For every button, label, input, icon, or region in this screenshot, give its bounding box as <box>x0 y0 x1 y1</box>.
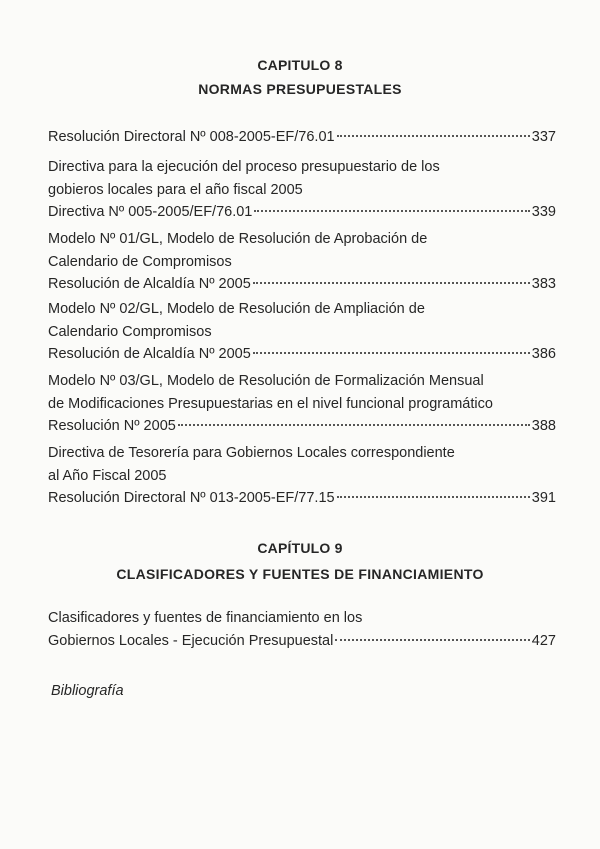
page-number: 383 <box>531 276 556 292</box>
entry-reference-line <box>48 126 556 149</box>
entry-reference-line <box>48 630 556 653</box>
dot-leader <box>254 210 529 212</box>
page-number: 427 <box>531 632 556 649</box>
dot-leader <box>337 135 530 137</box>
entry-title-line: Calendario Compromisos <box>48 323 212 340</box>
entry-title-line: gobieros locales para el año fiscal 2005 <box>48 181 303 198</box>
entry-reference: Resolución de Alcaldía Nº 2005 <box>48 276 251 292</box>
entry-reference: Resolución Nº 2005 <box>48 418 176 434</box>
entry-title-line: Clasificadores y fuentes de financiamiento en los <box>48 610 363 626</box>
toc-entry[interactable] <box>48 126 556 149</box>
dot-leader <box>178 424 530 426</box>
toc-entry[interactable] <box>48 298 556 366</box>
dot-leader <box>337 496 530 498</box>
page-number: 337 <box>531 129 556 145</box>
entry-reference-line <box>48 343 556 366</box>
entry-title-line: Directiva de Tesorería para Gobiernos Locales correspondiente <box>48 445 455 461</box>
bibliography-heading[interactable]: Bibliografía <box>51 683 124 699</box>
entry-title-line: Calendario de Compromisos <box>48 253 232 270</box>
entry-reference-line <box>48 487 556 510</box>
entry-title-line: Modelo Nº 03/GL, Modelo de Resolución de Formalización Mensual <box>48 373 484 389</box>
chapter-9-title: CLASIFICADORES Y FUENTES DE FINANCIAMIENTO <box>116 566 484 582</box>
entry-title-line: al Año Fiscal 2005 <box>48 467 167 484</box>
entry-title-line: Modelo Nº 02/GL, Modelo de Resolución de Ampliación de <box>48 301 425 317</box>
chapter-8-title: NORMAS PRESUPUESTALES <box>198 81 402 97</box>
entry-title-line: de Modificaciones Presupuestarias en el nivel funcional programático <box>48 395 493 412</box>
dot-leader <box>253 352 530 354</box>
entry-reference: Gobiernos Locales - Ejecución Presupuestal <box>48 632 334 649</box>
toc-entry[interactable] <box>48 442 556 510</box>
page-number: 339 <box>531 204 556 220</box>
entry-reference: Resolución Directoral Nº 013-2005-EF/77.15 <box>48 490 335 506</box>
entry-reference-line <box>48 201 556 224</box>
entry-reference-line <box>48 415 556 438</box>
toc-entry[interactable] <box>48 228 556 296</box>
dot-leader <box>335 639 529 641</box>
toc-entry[interactable] <box>48 156 556 224</box>
toc-entry[interactable] <box>48 370 556 438</box>
chapter-8-label: CAPITULO 8 <box>257 57 343 73</box>
toc-entry[interactable] <box>48 607 556 652</box>
entry-title-line: Modelo Nº 01/GL, Modelo de Resolución de Aprobación de <box>48 231 428 247</box>
entry-reference-line <box>48 273 556 296</box>
dot-leader <box>253 282 530 284</box>
chapter-9-label: CAPÍTULO 9 <box>257 540 343 556</box>
entry-reference: Directiva Nº 005-2005/EF/76.01 <box>48 204 253 220</box>
page-number: 388 <box>531 418 556 434</box>
entry-reference: Resolución de Alcaldía Nº 2005 <box>48 346 251 362</box>
entry-reference: Resolución Directoral Nº 008-2005-EF/76.01 <box>48 129 335 145</box>
page-number: 386 <box>531 346 556 362</box>
page-number: 391 <box>531 490 556 506</box>
entry-title-line: Directiva para la ejecución del proceso presupuestario de los <box>48 159 440 175</box>
